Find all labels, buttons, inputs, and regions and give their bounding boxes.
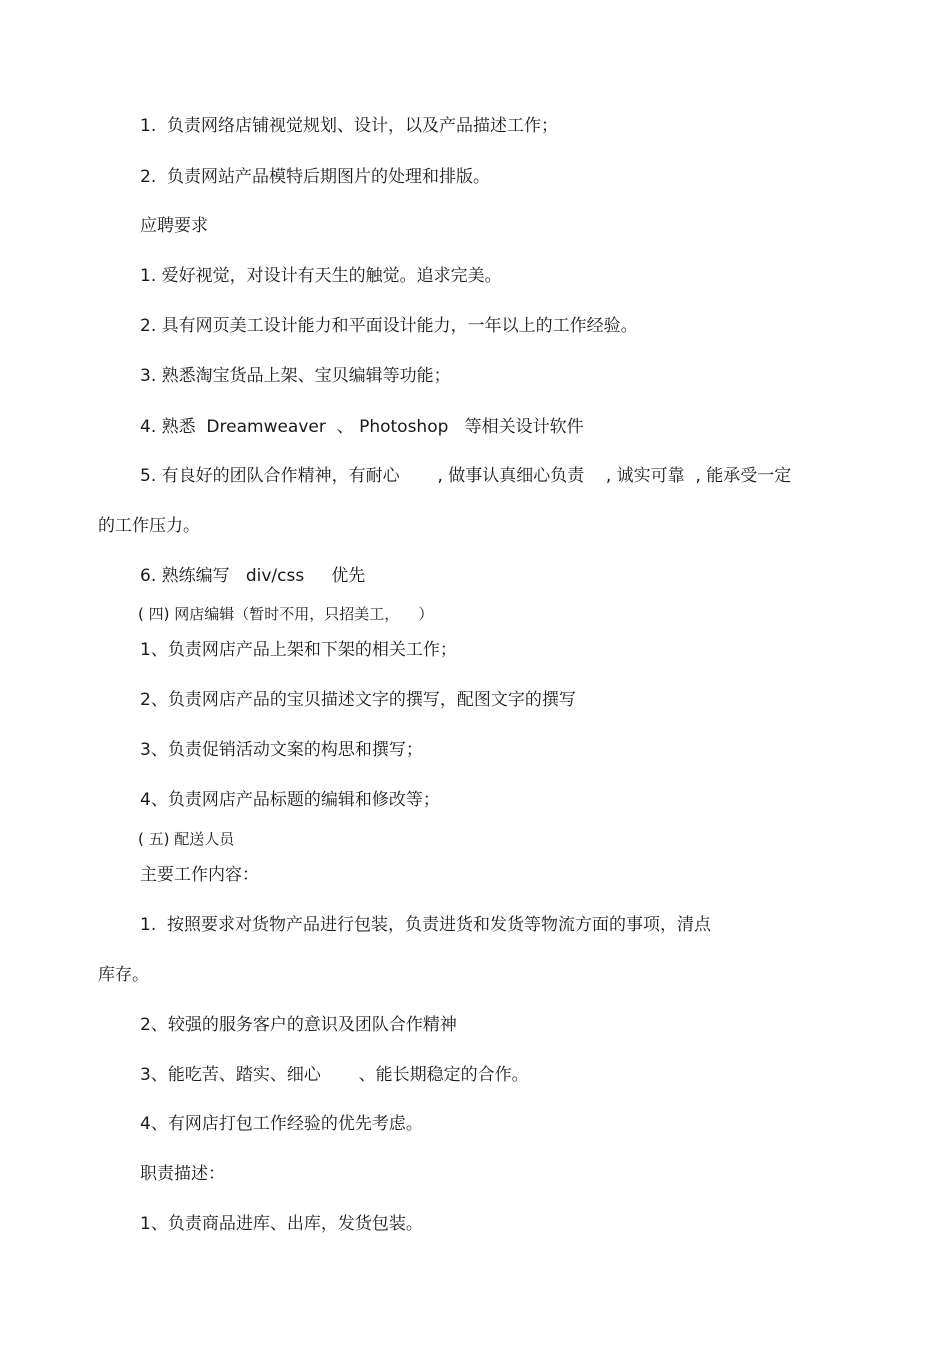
editor-item-4: 4、负责网店产品标题的编辑和修改等； (140, 790, 440, 810)
requirement-item-3: 3. 熟悉淘宝货品上架、宝贝编辑等功能； (140, 366, 451, 386)
subheading-job-description: 职责描述： (140, 1164, 225, 1184)
requirement-item-5-continued: 的工作压力。 (98, 516, 200, 536)
job-description-item-1: 1、负责商品进库、出库，发货包装。 (140, 1214, 423, 1234)
delivery-item-3: 3、能吃苦、踏实、细心 、能长期稳定的合作。 (140, 1065, 529, 1085)
delivery-item-1: 1. 按照要求对货物产品进行包装，负责进货和发货等物流方面的事项，清点 (140, 915, 712, 935)
section-heading-delivery: ( 五) 配送人员 (138, 830, 235, 848)
section-heading-requirements: 应聘要求 (140, 216, 208, 236)
delivery-item-1-continued: 库存。 (98, 965, 149, 985)
requirement-item-6: 6. 熟练编写 div/css 优先 (140, 566, 366, 586)
delivery-item-2: 2、较强的服务客户的意识及团队合作精神 (140, 1015, 457, 1035)
subheading-main-tasks: 主要工作内容： (140, 865, 259, 885)
editor-item-1: 1、负责网店产品上架和下架的相关工作； (140, 640, 457, 660)
duty-item-1: 1. 负责网络店铺视觉规划、设计，以及产品描述工作； (140, 116, 559, 136)
delivery-item-4: 4、有网店打包工作经验的优先考虑。 (140, 1114, 423, 1134)
section-heading-shop-editor: ( 四) 网店编辑（暂时不用，只招美工， ） (138, 605, 434, 623)
duty-item-2: 2. 负责网站产品模特后期图片的处理和排版。 (140, 167, 491, 187)
editor-item-2: 2、负责网店产品的宝贝描述文字的撰写，配图文字的撰写 (140, 690, 576, 710)
requirement-item-5: 5. 有良好的团队合作精神，有耐心 , 做事认真细心负责 , 诚实可靠 , 能承受一定 (140, 466, 792, 486)
requirement-item-2: 2. 具有网页美工设计能力和平面设计能力，一年以上的工作经验。 (140, 316, 638, 336)
requirement-item-4: 4. 熟悉 Dreamweaver 、 Photoshop 等相关设计软件 (140, 417, 584, 437)
editor-item-3: 3、负责促销活动文案的构思和撰写； (140, 740, 423, 760)
requirement-item-1: 1. 爱好视觉，对设计有天生的触觉。追求完美。 (140, 266, 502, 286)
